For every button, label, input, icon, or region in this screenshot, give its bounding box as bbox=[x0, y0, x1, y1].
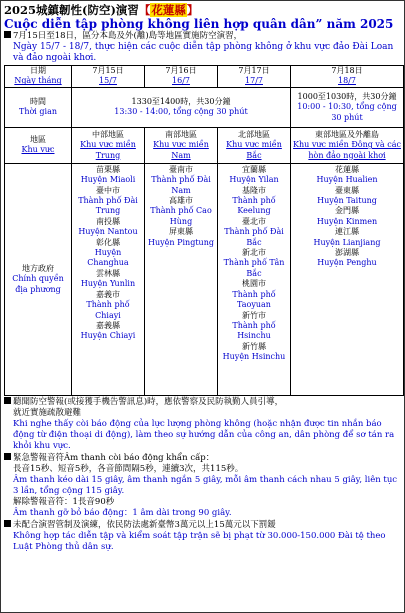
gov-zh: 基隆市 bbox=[242, 185, 266, 195]
title-vi: Cuộc diễn tập phòng không liên hợp quân dân” năm 2025 bbox=[4, 17, 394, 31]
gov-row bbox=[5, 163, 404, 395]
gov-zh: 新北市 bbox=[242, 248, 266, 258]
square-bullet-icon bbox=[4, 31, 11, 38]
gov-vi: Thành phố Chiayi bbox=[86, 300, 130, 320]
siren-zh-3: 解除警報音符：1長音90秒 bbox=[13, 496, 115, 507]
time-label-cell: 時間 Thời gian bbox=[5, 87, 72, 127]
gov-zh: 彰化縣 bbox=[96, 237, 120, 247]
intro-zh-text: 7月15日至18日，區分本島及外(離)島等地區實施防空演習， bbox=[13, 31, 243, 41]
date-row bbox=[5, 66, 404, 88]
region-cell-central: 中部地區 Khu vực miền Trung bbox=[72, 127, 145, 163]
bracket-close: 】 bbox=[186, 3, 199, 17]
intro-vi: Ngày 15/7 - 18/7, thực hiện các cuộc diễn tập phòng không ở khu vực đảo Đài Loan và đảo ngoài khơi. bbox=[13, 42, 394, 63]
siren-section bbox=[4, 453, 401, 519]
intro-zh bbox=[4, 31, 401, 42]
gov-vi: Thành phố Keelung bbox=[232, 196, 276, 216]
gov-label-cell: 地方政府 Chính quyền địa phương bbox=[5, 163, 72, 395]
region-cell-south: 南部地區 Khu vực miền Nam bbox=[145, 127, 218, 163]
gov-vi: Huyện Hsinchu bbox=[222, 352, 286, 362]
gov-zh: 高雄市 bbox=[169, 196, 193, 206]
gov-vi: Huyện Changhua bbox=[87, 248, 129, 268]
gov-vi: Huyện Yilan bbox=[229, 175, 279, 185]
gov-vi: Thành phố Hsinchu bbox=[232, 320, 276, 341]
alert-zh-1: 聽聞防空警報(或接獲手機告警訊息)時，應依警察及民防執勤人員引導， bbox=[4, 397, 401, 408]
siren-vi-2: Âm thanh gỡ bỏ báo động：1 âm dài trong 90 giây. bbox=[13, 507, 232, 518]
gov-zh: 嘉義市 bbox=[96, 289, 120, 299]
gov-zh: 南投縣 bbox=[96, 216, 120, 226]
gov-zh: 宜蘭縣 bbox=[242, 164, 266, 174]
schedule-table bbox=[4, 65, 404, 396]
gov-vi: Thành phố Đài Nam bbox=[151, 175, 211, 195]
region-cell-east: 東部地區及外離島 Khu vực miền Đông và các hòn đảo ngoài khơi bbox=[291, 127, 404, 163]
penalty-section bbox=[4, 520, 401, 553]
siren-zh-1: 緊急警報音符Âm thanh còi báo động khẩn cấp： bbox=[4, 453, 401, 464]
south-gov-list bbox=[145, 163, 218, 395]
bracket-open: 【 bbox=[138, 3, 151, 17]
gov-vi: Huyện Pingtung bbox=[148, 237, 214, 247]
square-bullet-icon bbox=[4, 453, 11, 460]
date-cell: 7月18日 18/7 bbox=[291, 66, 404, 88]
gov-vi: Huyện Miaoli bbox=[80, 175, 136, 185]
gov-zh: 臺南市 bbox=[169, 164, 193, 174]
alert-section bbox=[4, 397, 401, 452]
date-cell: 7月15日 15/7 bbox=[72, 66, 145, 88]
county-tag: 花蓮縣 bbox=[151, 3, 186, 17]
gov-zh: 連江縣 bbox=[335, 227, 359, 237]
gov-vi: Huyện Chiayi bbox=[80, 331, 136, 341]
gov-zh: 花蓮縣 bbox=[335, 164, 359, 174]
time-row bbox=[5, 87, 404, 127]
east-gov-list bbox=[291, 163, 404, 395]
gov-zh: 澎湖縣 bbox=[335, 248, 359, 258]
title-zh bbox=[4, 3, 401, 17]
alert-vi: Khi nghe thấy còi báo động của lực lượng phòng không (hoặc nhận được tin nhắn báo động từ điện thoại di động), làm theo sự hướng dẫn của công an, dân phòng để sơ tán ra khỏi khu vực. bbox=[13, 418, 395, 451]
penalty-zh: 未配合演習管制及演練，依民防法處新臺幣3萬元以上15萬元以下罰鍰 bbox=[4, 520, 401, 531]
siren-vi-1: Âm thanh kéo dài 15 giây, âm thanh ngắn 5 giây, mỗi âm thanh cách nhau 5 giây, liên tục 3 lần, tổng cộng 115 giây. bbox=[13, 474, 398, 496]
gov-vi: Huyện Yunlin bbox=[80, 279, 136, 289]
gov-zh: 桃園市 bbox=[242, 279, 266, 289]
region-row bbox=[5, 127, 404, 163]
gov-zh: 臺中市 bbox=[96, 185, 120, 195]
gov-vi: Huyện Hualien bbox=[316, 175, 378, 185]
siren-zh-2: 長音15秒、短音5秒，各音節間隔5秒，連續3次，共115秒。 bbox=[13, 463, 244, 474]
gov-vi: Thành phố Cao Hùng bbox=[150, 206, 212, 226]
gov-zh: 嘉義縣 bbox=[96, 320, 120, 330]
gov-zh: 屏東縣 bbox=[169, 227, 193, 237]
gov-zh: 新竹縣 bbox=[242, 341, 266, 351]
gov-vi: Thành phố Đài Bắc bbox=[224, 227, 284, 247]
date-label-cell: 日期 Ngày tháng bbox=[5, 66, 72, 88]
gov-zh: 雲林縣 bbox=[96, 268, 120, 278]
gov-zh: 金門縣 bbox=[335, 206, 359, 216]
region-label-cell: 地區 Khu vực bbox=[5, 127, 72, 163]
title-prefix: 2025城鎮韌性(防空)演習 bbox=[4, 3, 139, 17]
gov-vi: Thành phố Tân Bắc bbox=[223, 258, 285, 278]
gov-vi: Huyện Taitung bbox=[317, 196, 377, 206]
gov-vi: Thành phố Đài Trung bbox=[78, 196, 138, 216]
square-bullet-icon bbox=[4, 520, 11, 527]
time-last-cell: 1000至1030時，共30分鐘 10:00 - 10:30, tổng cộng 30 phút bbox=[291, 87, 404, 127]
date-cell: 7月16日 16/7 bbox=[145, 66, 218, 88]
gov-zh: 新竹市 bbox=[242, 310, 266, 320]
region-cell-north: 北部地區 Khu vực miền Bắc bbox=[218, 127, 291, 163]
gov-vi: Huyện Penghu bbox=[317, 258, 377, 268]
gov-zh: 臺東縣 bbox=[335, 185, 359, 195]
gov-vi: Huyện Nantou bbox=[78, 227, 138, 237]
date-cell: 7月17日 17/7 bbox=[218, 66, 291, 88]
time-main-cell: 1330至1400時，共30分鐘 13:30 - 14:00, tổng cộng 30 phút bbox=[72, 87, 291, 127]
central-gov-list bbox=[72, 163, 145, 395]
gov-vi: Huyện Lianjiang bbox=[313, 237, 381, 247]
gov-zh: 苗栗縣 bbox=[96, 164, 120, 174]
gov-zh: 臺北市 bbox=[242, 216, 266, 226]
north-gov-list bbox=[218, 163, 291, 395]
gov-vi: Huyện Kinmen bbox=[316, 216, 378, 226]
penalty-vi: Không hợp tác diễn tập và kiểm soát tập trận sẽ bị phạt từ 30.000-150.000 Đài tệ theo Luật Phòng thủ dân sự. bbox=[13, 530, 386, 552]
alert-zh-2: 就近實施疏散避難 bbox=[13, 407, 82, 418]
gov-vi: Thành phố Taoyuan bbox=[232, 289, 276, 310]
square-bullet-icon bbox=[4, 397, 11, 404]
